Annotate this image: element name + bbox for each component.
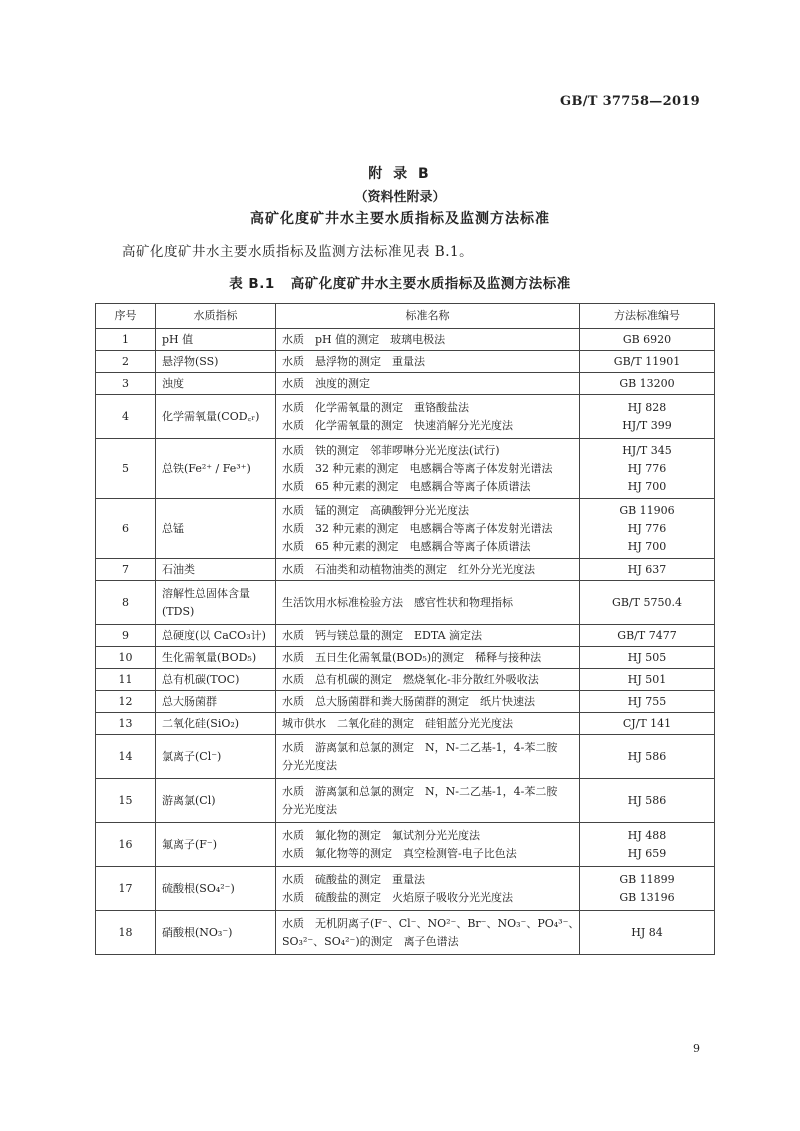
table-row bbox=[96, 669, 715, 691]
table-row bbox=[96, 867, 715, 911]
column-header-indicator: 水质指标 bbox=[156, 304, 276, 329]
standards-table bbox=[95, 303, 715, 955]
cell-standard bbox=[276, 735, 580, 779]
cell-code bbox=[580, 559, 715, 581]
appendix-subtitle: （资料性附录） bbox=[354, 190, 446, 205]
table-row bbox=[96, 779, 715, 823]
table-row bbox=[96, 499, 715, 559]
cell-no: 13 bbox=[96, 713, 156, 735]
standard-name-line: 生活饮用水标准检验方法 感官性状和物理指标 bbox=[282, 595, 513, 609]
cell-no: 3 bbox=[96, 373, 156, 395]
standard-name-line: 水质 五日生化需氧量(BOD₅)的测定 稀释与接种法 bbox=[282, 650, 542, 664]
appendix-heading: 高矿化度矿井水主要水质指标及监测方法标准 bbox=[250, 211, 550, 227]
standard-name-line: 水质 游离氯和总氯的测定 N，N-二乙基-1，4-苯二胺 bbox=[282, 740, 558, 754]
cell-code bbox=[580, 647, 715, 669]
cell-no: 4 bbox=[96, 395, 156, 439]
standard-name-line: 水质 pH 值的测定 玻璃电极法 bbox=[282, 332, 446, 346]
cell-code bbox=[580, 373, 715, 395]
cell-code bbox=[580, 581, 715, 625]
table-row bbox=[96, 713, 715, 735]
method-code-line: HJ 700 bbox=[627, 539, 667, 553]
cell-no: 5 bbox=[96, 439, 156, 499]
cell-no: 17 bbox=[96, 867, 156, 911]
method-code-line: HJ/T 345 bbox=[622, 443, 672, 457]
cell-no: 6 bbox=[96, 499, 156, 559]
cell-code bbox=[580, 439, 715, 499]
method-code-line: GB 6920 bbox=[622, 332, 672, 346]
table-row bbox=[96, 395, 715, 439]
cell-indicator: 石油类 bbox=[156, 559, 276, 581]
method-code-line: HJ 84 bbox=[631, 925, 663, 939]
cell-code bbox=[580, 779, 715, 823]
cell-no: 16 bbox=[96, 823, 156, 867]
cell-standard bbox=[276, 329, 580, 351]
standard-name-line: 分光光度法 bbox=[282, 758, 337, 772]
table-row bbox=[96, 351, 715, 373]
cell-standard bbox=[276, 779, 580, 823]
standard-name-line: 水质 硫酸盐的测定 火焰原子吸收分光光度法 bbox=[282, 890, 513, 904]
table-row bbox=[96, 373, 715, 395]
cell-no: 11 bbox=[96, 669, 156, 691]
cell-standard bbox=[276, 713, 580, 735]
standard-name-line: 水质 65 种元素的测定 电感耦合等离子体质谱法 bbox=[282, 479, 531, 493]
cell-no: 15 bbox=[96, 779, 156, 823]
method-code-line: HJ 755 bbox=[627, 694, 667, 708]
standard-name-line: 水质 化学需氧量的测定 快速消解分光光度法 bbox=[282, 418, 513, 432]
cell-no: 8 bbox=[96, 581, 156, 625]
cell-no: 9 bbox=[96, 625, 156, 647]
method-code-line: HJ 700 bbox=[627, 479, 667, 493]
cell-no: 12 bbox=[96, 691, 156, 713]
cell-standard bbox=[276, 669, 580, 691]
method-code-line: GB 11906 bbox=[619, 503, 675, 517]
table-caption-number: 表 B.1 bbox=[229, 276, 275, 292]
standard-name-line: 城市供水 二氧化硅的测定 硅钼蓝分光光度法 bbox=[282, 716, 513, 730]
standard-name-line: 水质 无机阴离子(F⁻、Cl⁻、NO²⁻、Br⁻、NO₃⁻、PO₄³⁻、 bbox=[282, 916, 580, 930]
standard-name-line: 水质 化学需氧量的测定 重铬酸盐法 bbox=[282, 400, 469, 414]
cell-indicator: 化学需氧量(COD꜀ᵣ) bbox=[156, 395, 276, 439]
standard-name-line: 水质 硫酸盐的测定 重量法 bbox=[282, 872, 425, 886]
table-row bbox=[96, 647, 715, 669]
cell-code bbox=[580, 867, 715, 911]
cell-code bbox=[580, 911, 715, 955]
table-row bbox=[96, 691, 715, 713]
standard-name-line: 水质 总有机碳的测定 燃烧氧化-非分散红外吸收法 bbox=[282, 672, 539, 686]
standard-name-line: 分光光度法 bbox=[282, 802, 337, 816]
standard-name-line: 水质 总大肠菌群和粪大肠菌群的测定 纸片快速法 bbox=[282, 694, 535, 708]
standard-name-line: 水质 铁的测定 邻菲啰啉分光光度法(试行) bbox=[282, 443, 500, 457]
cell-code bbox=[580, 499, 715, 559]
cell-indicator: 硝酸根(NO₃⁻) bbox=[156, 911, 276, 955]
cell-code bbox=[580, 735, 715, 779]
table-header-row bbox=[96, 304, 715, 329]
table-row bbox=[96, 581, 715, 625]
cell-standard bbox=[276, 499, 580, 559]
method-code-line: CJ/T 141 bbox=[622, 716, 672, 730]
cell-standard bbox=[276, 823, 580, 867]
cell-indicator: pH 值 bbox=[156, 329, 276, 351]
cell-indicator: 游离氯(Cl) bbox=[156, 779, 276, 823]
cell-indicator: 生化需氧量(BOD₅) bbox=[156, 647, 276, 669]
cell-no: 14 bbox=[96, 735, 156, 779]
method-code-line: HJ 488 bbox=[627, 828, 667, 842]
cell-standard bbox=[276, 691, 580, 713]
cell-standard bbox=[276, 625, 580, 647]
cell-standard bbox=[276, 559, 580, 581]
cell-standard bbox=[276, 647, 580, 669]
table-row bbox=[96, 329, 715, 351]
cell-standard bbox=[276, 911, 580, 955]
appendix-title: 附 录 B bbox=[368, 166, 432, 182]
method-code-line: HJ 637 bbox=[627, 562, 667, 576]
cell-code bbox=[580, 329, 715, 351]
cell-no: 18 bbox=[96, 911, 156, 955]
standard-name-line: 水质 氟化物的测定 氟试剂分光光度法 bbox=[282, 828, 480, 842]
cell-code bbox=[580, 625, 715, 647]
standard-name-line: 水质 65 种元素的测定 电感耦合等离子体质谱法 bbox=[282, 539, 531, 553]
column-header-code: 方法标准编号 bbox=[580, 304, 715, 329]
standard-name-line: 水质 32 种元素的测定 电感耦合等离子体发射光谱法 bbox=[282, 521, 553, 535]
cell-indicator: 总锰 bbox=[156, 499, 276, 559]
method-code-line: HJ 586 bbox=[627, 749, 667, 763]
standard-name-line: SO₃²⁻、SO₄²⁻)的测定 离子色谱法 bbox=[282, 934, 459, 948]
cell-indicator: 浊度 bbox=[156, 373, 276, 395]
cell-indicator: 二氧化硅(SiO₂) bbox=[156, 713, 276, 735]
standard-name-line: 水质 浊度的测定 bbox=[282, 376, 370, 390]
method-code-line: GB 13196 bbox=[619, 890, 675, 904]
method-code-line: HJ/T 399 bbox=[622, 418, 672, 432]
cell-no: 2 bbox=[96, 351, 156, 373]
table-row bbox=[96, 559, 715, 581]
standard-name-line: 水质 32 种元素的测定 电感耦合等离子体发射光谱法 bbox=[282, 461, 553, 475]
cell-code bbox=[580, 669, 715, 691]
cell-standard bbox=[276, 373, 580, 395]
cell-code bbox=[580, 395, 715, 439]
cell-indicator: 总有机碳(TOC) bbox=[156, 669, 276, 691]
cell-code bbox=[580, 351, 715, 373]
column-header-no: 序号 bbox=[96, 304, 156, 329]
cell-standard bbox=[276, 867, 580, 911]
standard-name-line: 水质 氟化物等的测定 真空检测管-电子比色法 bbox=[282, 846, 517, 860]
table-row bbox=[96, 911, 715, 955]
cell-indicator: 悬浮物(SS) bbox=[156, 351, 276, 373]
cell-code bbox=[580, 691, 715, 713]
cell-standard bbox=[276, 581, 580, 625]
page-number: 9 bbox=[693, 1042, 700, 1055]
table-caption bbox=[0, 272, 800, 292]
standard-name-line: 水质 锰的测定 高碘酸钾分光光度法 bbox=[282, 503, 469, 517]
standard-name-line: 水质 石油类和动植物油类的测定 红外分光光度法 bbox=[282, 562, 535, 576]
standard-number: GB/T 37758—2019 bbox=[560, 94, 700, 109]
method-code-line: HJ 586 bbox=[627, 793, 667, 807]
standard-name-line: 水质 悬浮物的测定 重量法 bbox=[282, 354, 425, 368]
method-code-line: GB/T 11901 bbox=[613, 354, 681, 368]
method-code-line: HJ 501 bbox=[627, 672, 667, 686]
cell-indicator: 氟离子(F⁻) bbox=[156, 823, 276, 867]
table-row bbox=[96, 735, 715, 779]
table-body bbox=[96, 329, 715, 955]
method-code-line: HJ 505 bbox=[627, 650, 667, 664]
method-code-line: GB/T 7477 bbox=[617, 628, 677, 642]
cell-standard bbox=[276, 395, 580, 439]
cell-indicator: 总大肠菌群 bbox=[156, 691, 276, 713]
table-row bbox=[96, 823, 715, 867]
method-code-line: GB 13200 bbox=[619, 376, 675, 390]
cell-no: 7 bbox=[96, 559, 156, 581]
cell-no: 1 bbox=[96, 329, 156, 351]
cell-indicator: 溶解性总固体含量(TDS) bbox=[156, 581, 276, 625]
method-code-line: HJ 659 bbox=[627, 846, 667, 860]
table-row bbox=[96, 439, 715, 499]
cell-indicator: 氯离子(Cl⁻) bbox=[156, 735, 276, 779]
standard-name-line: 水质 钙与镁总量的测定 EDTA 滴定法 bbox=[282, 628, 483, 642]
table-row bbox=[96, 625, 715, 647]
method-code-line: HJ 776 bbox=[627, 521, 667, 535]
cell-indicator: 总硬度(以 CaCO₃计) bbox=[156, 625, 276, 647]
standard-name-line: 水质 游离氯和总氯的测定 N，N-二乙基-1，4-苯二胺 bbox=[282, 784, 558, 798]
method-code-line: GB/T 5750.4 bbox=[612, 595, 682, 609]
cell-indicator: 总铁(Fe²⁺ / Fe³⁺) bbox=[156, 439, 276, 499]
cell-code bbox=[580, 713, 715, 735]
table-caption-title: 高矿化度矿井水主要水质指标及监测方法标准 bbox=[290, 276, 571, 292]
column-header-standard: 标准名称 bbox=[276, 304, 580, 329]
cell-no: 10 bbox=[96, 647, 156, 669]
cell-standard bbox=[276, 351, 580, 373]
method-code-line: GB 11899 bbox=[619, 872, 675, 886]
cell-indicator: 硫酸根(SO₄²⁻) bbox=[156, 867, 276, 911]
cell-standard bbox=[276, 439, 580, 499]
cell-code bbox=[580, 823, 715, 867]
method-code-line: HJ 828 bbox=[627, 400, 667, 414]
method-code-line: HJ 776 bbox=[627, 461, 667, 475]
intro-paragraph: 高矿化度矿井水主要水质指标及监测方法标准见表 B.1。 bbox=[122, 244, 474, 260]
